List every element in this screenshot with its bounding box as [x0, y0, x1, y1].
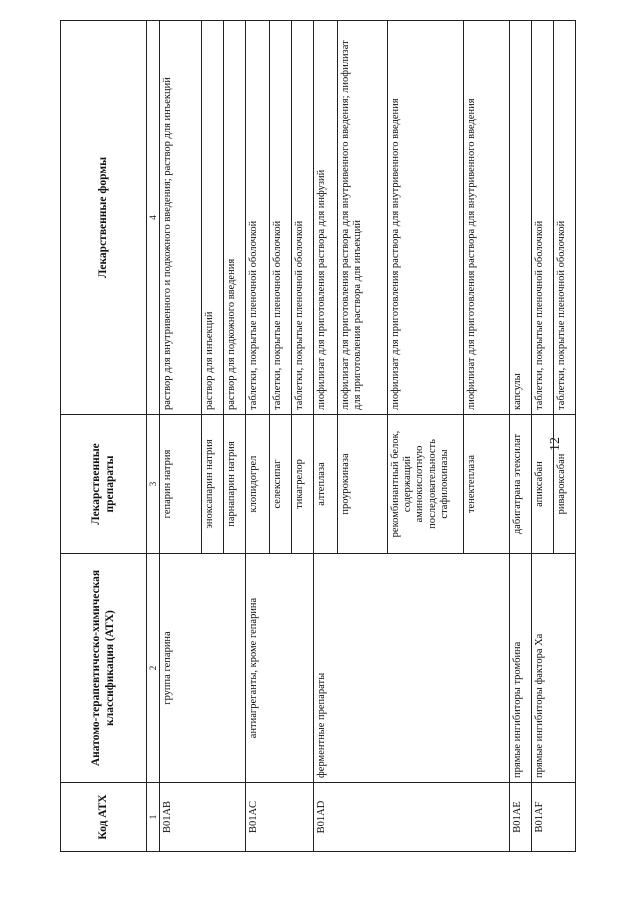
classification-cell: антиагреганты, кроме гепарина: [246, 554, 314, 783]
atc-code-cell: B01AC: [246, 783, 314, 852]
forms-cell: раствор для инъекций: [202, 21, 224, 415]
drug-cell: селексипаг: [270, 415, 292, 554]
drug-cell: дабигатрана этексилат: [510, 415, 532, 554]
column-number: 3: [147, 415, 160, 554]
page-number: 12: [548, 437, 563, 451]
atc-code-cell: B01AF: [532, 783, 576, 852]
header-drugs: Лекарственные препараты: [61, 415, 147, 554]
forms-cell: таблетки, покрытые пленочной оболочкой: [246, 21, 270, 415]
column-number: 1: [147, 783, 160, 852]
forms-cell: капсулы: [510, 21, 532, 415]
drug-cell: алтеплаза: [314, 415, 338, 554]
table-row: [532, 21, 554, 852]
forms-cell: лиофилизат для приготовления раствора для внутривенного введения: [388, 21, 464, 415]
atc-table: [60, 20, 576, 852]
table-row: [314, 21, 338, 852]
drug-cell: проурокиназа: [338, 415, 388, 554]
forms-cell: раствор для внутривенного и подкожного введения; раствор для инъекций: [160, 21, 202, 415]
drug-cell: тенектеплаза: [464, 415, 510, 554]
table-row: [510, 21, 532, 852]
drug-cell: гепарин натрия: [160, 415, 202, 554]
column-number-row: [147, 21, 160, 852]
forms-cell: таблетки, покрытые пленочной оболочкой: [292, 21, 314, 415]
classification-cell: прямые ингибиторы тромбина: [510, 554, 532, 783]
column-number: 4: [147, 21, 160, 415]
forms-cell: раствор для подкожного введения: [224, 21, 246, 415]
atc-code-cell: B01AB: [160, 783, 246, 852]
header-forms: Лекарственные формы: [61, 21, 147, 415]
drug-cell: рекомбинантный белок, содержащий аминокислотную последовательность стафилокиназы: [388, 415, 464, 554]
drug-cell: апиксабан: [532, 415, 554, 554]
table-row: [246, 21, 270, 852]
table-row: [160, 21, 202, 852]
forms-cell: таблетки, покрытые пленочной оболочкой: [270, 21, 292, 415]
atc-code-cell: B01AD: [314, 783, 510, 852]
column-number: 2: [147, 554, 160, 783]
classification-cell: прямые ингибиторы фактора Xa: [532, 554, 576, 783]
atc-code-cell: B01AE: [510, 783, 532, 852]
forms-cell: таблетки, покрытые пленочной оболочкой: [554, 21, 576, 415]
forms-cell: таблетки, покрытые пленочной оболочкой: [532, 21, 554, 415]
drug-cell: ривароксабан: [554, 415, 576, 554]
header-classification: Анатомо-терапевтическо-химическая классификация (АТХ): [61, 554, 147, 783]
header-row: [61, 21, 147, 852]
forms-cell: лиофилизат для приготовления раствора для внутривенного введения; лиофилизат для приготовления раствора для инъекций: [338, 21, 388, 415]
forms-cell: лиофилизат для приготовления раствора для внутривенного введения: [464, 21, 510, 415]
classification-cell: группа гепарина: [160, 554, 246, 783]
header-code: Код АТХ: [61, 783, 147, 852]
drug-cell: клопидогрел: [246, 415, 270, 554]
drug-cell: эноксапарин натрия: [202, 415, 224, 554]
forms-cell: лиофилизат для приготовления раствора для инфузий: [314, 21, 338, 415]
document-sheet: [60, 40, 576, 852]
classification-cell: ферментные препараты: [314, 554, 510, 783]
drug-cell: тикагрелор: [292, 415, 314, 554]
drug-cell: парнапарин натрия: [224, 415, 246, 554]
